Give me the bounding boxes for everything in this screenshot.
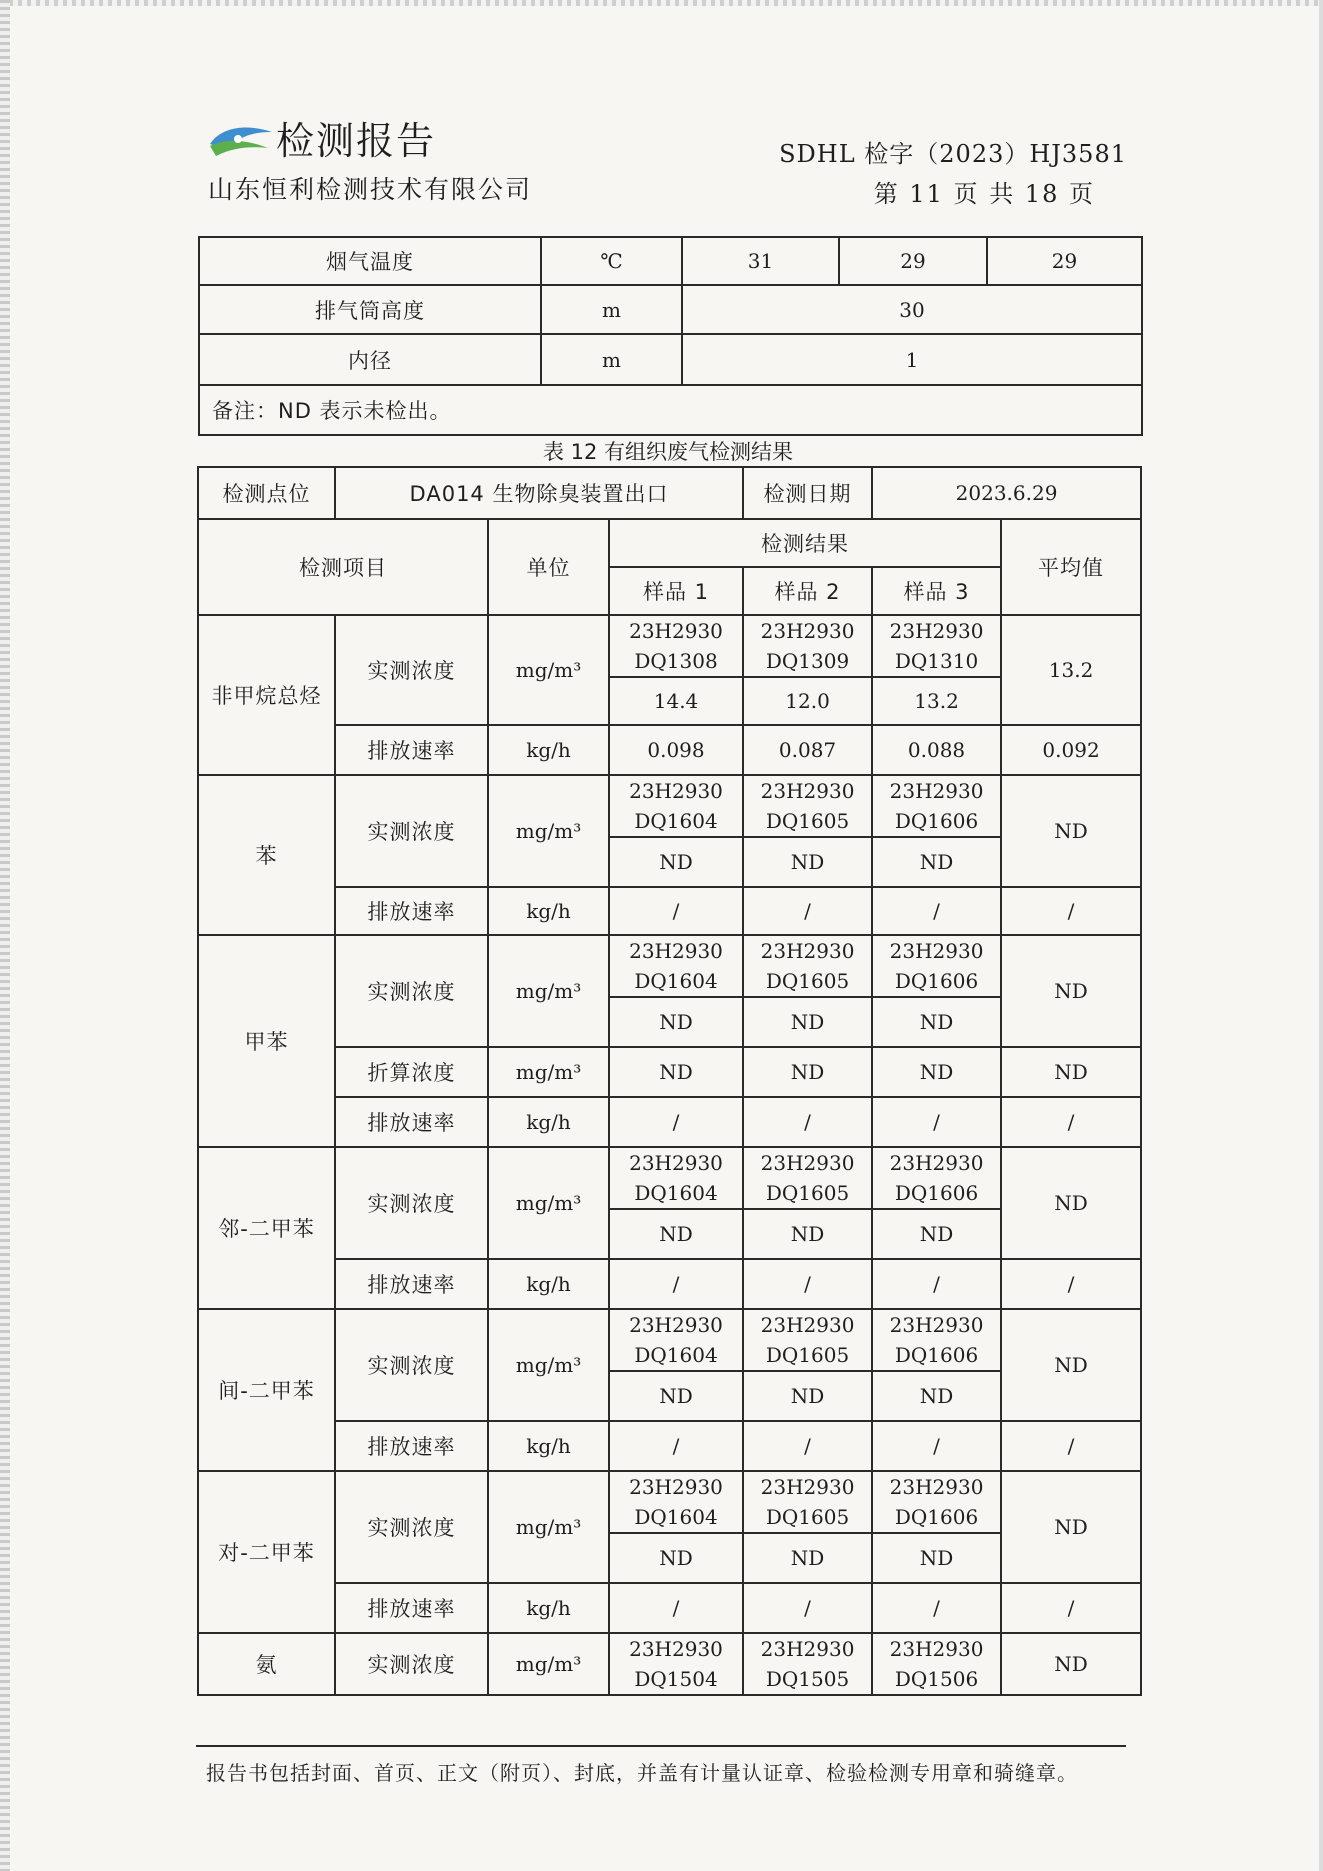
sample-code: 23H2930 DQ1606 — [872, 1309, 1001, 1371]
param-value: 30 — [682, 285, 1142, 334]
rate-value: 0.098 — [609, 725, 743, 775]
rate-label: 排放速率 — [335, 887, 488, 935]
sample-value: ND — [609, 997, 743, 1047]
pollutant-name: 邻-二甲苯 — [198, 1147, 335, 1309]
average-value: ND — [1001, 775, 1141, 887]
scan-edge-left — [0, 0, 10, 1871]
conc-label: 实测浓度 — [335, 1633, 488, 1695]
header-sample-2: 样品 2 — [743, 567, 872, 615]
conc-unit: mg/m³ — [488, 775, 609, 887]
rate-label: 排放速率 — [335, 1421, 488, 1471]
conc-unit: mg/m³ — [488, 615, 609, 725]
header-sample-3: 样品 3 — [872, 567, 1001, 615]
rate-value: / — [743, 1259, 872, 1309]
scan-edge-top — [0, 0, 1323, 6]
conc-label: 实测浓度 — [335, 1471, 488, 1583]
rate-label: 排放速率 — [335, 1583, 488, 1633]
sample-value: ND — [872, 837, 1001, 887]
sample-code: 23H2930 DQ1604 — [609, 1147, 743, 1209]
sample-value: ND — [872, 997, 1001, 1047]
pollutant-name: 甲苯 — [198, 935, 335, 1147]
sample-value: ND — [609, 1209, 743, 1259]
report-number: SDHL 检字（2023）HJ3581 — [779, 140, 1127, 168]
sample-code: 23H2930 DQ1605 — [743, 1309, 872, 1371]
param-value: 29 — [839, 237, 987, 285]
sample-value: ND — [743, 1209, 872, 1259]
conc-label: 实测浓度 — [335, 615, 488, 725]
converted-label: 折算浓度 — [335, 1047, 488, 1097]
header-average: 平均值 — [1001, 519, 1141, 615]
param-value: 1 — [682, 334, 1142, 385]
conc-unit: mg/m³ — [488, 1309, 609, 1421]
rate-value: / — [609, 1583, 743, 1633]
footer-statement: 报告书包括封面、首页、正文（附页）、封底，并盖有计量认证章、检验检测专用章和骑缝章。 — [206, 1761, 1078, 1785]
rate-average: / — [1001, 1421, 1141, 1471]
company-logo-icon — [208, 122, 274, 156]
rate-average: / — [1001, 1259, 1141, 1309]
sample-value: ND — [609, 1533, 743, 1583]
sample-value: ND — [743, 1371, 872, 1421]
param-unit: ℃ — [541, 237, 682, 285]
rate-label: 排放速率 — [335, 725, 488, 775]
rate-value: / — [609, 1259, 743, 1309]
sample-value: ND — [743, 837, 872, 887]
sample-code: 23H2930 DQ1506 — [872, 1633, 1001, 1695]
sample-code: 23H2930 DQ1605 — [743, 775, 872, 837]
sample-code: 23H2930 DQ1606 — [872, 1471, 1001, 1533]
param-unit: m — [541, 285, 682, 334]
date-value: 2023.6.29 — [872, 467, 1141, 519]
sample-code: 23H2930 DQ1604 — [609, 1471, 743, 1533]
header-sample-1: 样品 1 — [609, 567, 743, 615]
rate-unit: kg/h — [488, 1421, 609, 1471]
brand-title: 检测报告 — [276, 119, 437, 163]
pollutant-name: 间-二甲苯 — [198, 1309, 335, 1471]
converted-value: ND — [609, 1047, 743, 1097]
rate-unit: kg/h — [488, 1583, 609, 1633]
param-value: 29 — [987, 237, 1142, 285]
sample-code: 23H2930 DQ1309 — [743, 615, 872, 677]
company-name: 山东恒利检测技术有限公司 — [208, 175, 533, 204]
emission-results-table — [197, 466, 1142, 1696]
average-value: ND — [1001, 935, 1141, 1047]
param-value: 31 — [682, 237, 839, 285]
sample-value: 13.2 — [872, 677, 1001, 725]
rate-value: / — [743, 1097, 872, 1147]
rate-value: 0.087 — [743, 725, 872, 775]
rate-value: / — [609, 1097, 743, 1147]
converted-average: ND — [1001, 1047, 1141, 1097]
sample-code: 23H2930 DQ1504 — [609, 1633, 743, 1695]
footer-divider — [196, 1745, 1126, 1747]
param-label: 排气筒高度 — [199, 285, 541, 334]
sample-value: ND — [609, 1371, 743, 1421]
sample-value: ND — [743, 1533, 872, 1583]
rate-average: / — [1001, 1583, 1141, 1633]
pollutant-name: 非甲烷总烃 — [198, 615, 335, 775]
sample-code: 23H2930 DQ1605 — [743, 1147, 872, 1209]
average-value: 13.2 — [1001, 615, 1141, 725]
header-item: 检测项目 — [198, 519, 488, 615]
rate-label: 排放速率 — [335, 1259, 488, 1309]
header-unit: 单位 — [488, 519, 609, 615]
sample-value: 12.0 — [743, 677, 872, 725]
stack-parameter-table — [198, 236, 1143, 436]
sample-code: 23H2930 DQ1606 — [872, 1147, 1001, 1209]
rate-value: 0.088 — [872, 725, 1001, 775]
conc-unit: mg/m³ — [488, 1147, 609, 1259]
sample-value: ND — [872, 1533, 1001, 1583]
sample-value: ND — [609, 837, 743, 887]
conc-unit: mg/m³ — [488, 935, 609, 1047]
header-result: 检测结果 — [609, 519, 1001, 567]
param-unit: m — [541, 334, 682, 385]
date-label: 检测日期 — [743, 467, 872, 519]
rate-value: / — [872, 887, 1001, 935]
sample-value: ND — [872, 1209, 1001, 1259]
sample-code: 23H2930 DQ1606 — [872, 775, 1001, 837]
sample-code: 23H2930 DQ1605 — [743, 1471, 872, 1533]
param-label: 内径 — [199, 334, 541, 385]
conc-unit: mg/m³ — [488, 1633, 609, 1695]
table-note: 备注：ND 表示未检出。 — [199, 385, 1142, 435]
conc-label: 实测浓度 — [335, 935, 488, 1047]
sample-code: 23H2930 DQ1505 — [743, 1633, 872, 1695]
rate-unit: kg/h — [488, 1097, 609, 1147]
page-number: 第 11 页 共 18 页 — [873, 180, 1095, 208]
average-value: ND — [1001, 1471, 1141, 1583]
sample-value: 14.4 — [609, 677, 743, 725]
rate-average: 0.092 — [1001, 725, 1141, 775]
rate-value: / — [872, 1259, 1001, 1309]
sample-code: 23H2930 DQ1604 — [609, 775, 743, 837]
param-label: 烟气温度 — [199, 237, 541, 285]
sample-code: 23H2930 DQ1308 — [609, 615, 743, 677]
rate-value: / — [872, 1421, 1001, 1471]
rate-value: / — [743, 887, 872, 935]
average-value: ND — [1001, 1633, 1141, 1695]
rate-unit: kg/h — [488, 725, 609, 775]
converted-value: ND — [743, 1047, 872, 1097]
point-label: 检测点位 — [198, 467, 335, 519]
rate-unit: kg/h — [488, 1259, 609, 1309]
table-caption: 表 12 有组织废气检测结果 — [542, 440, 794, 464]
rate-value: / — [743, 1421, 872, 1471]
rate-value: / — [609, 1421, 743, 1471]
pollutant-name: 氨 — [198, 1633, 335, 1695]
rate-value: / — [609, 887, 743, 935]
converted-value: ND — [872, 1047, 1001, 1097]
point-value: DA014 生物除臭装置出口 — [335, 467, 743, 519]
pollutant-name: 对-二甲苯 — [198, 1471, 335, 1633]
rate-label: 排放速率 — [335, 1097, 488, 1147]
average-value: ND — [1001, 1147, 1141, 1259]
converted-unit: mg/m³ — [488, 1047, 609, 1097]
sample-value: ND — [872, 1371, 1001, 1421]
average-value: ND — [1001, 1309, 1141, 1421]
rate-value: / — [743, 1583, 872, 1633]
conc-label: 实测浓度 — [335, 1309, 488, 1421]
pollutant-name: 苯 — [198, 775, 335, 935]
conc-label: 实测浓度 — [335, 1147, 488, 1259]
sample-code: 23H2930 DQ1604 — [609, 935, 743, 997]
rate-average: / — [1001, 887, 1141, 935]
sample-code: 23H2930 DQ1310 — [872, 615, 1001, 677]
sample-value: ND — [743, 997, 872, 1047]
conc-unit: mg/m³ — [488, 1471, 609, 1583]
sample-code: 23H2930 DQ1606 — [872, 935, 1001, 997]
sample-code: 23H2930 DQ1604 — [609, 1309, 743, 1371]
scan-edge-right — [1319, 0, 1323, 1871]
sample-code: 23H2930 DQ1605 — [743, 935, 872, 997]
rate-value: / — [872, 1583, 1001, 1633]
conc-label: 实测浓度 — [335, 775, 488, 887]
rate-unit: kg/h — [488, 887, 609, 935]
rate-average: / — [1001, 1097, 1141, 1147]
rate-value: / — [872, 1097, 1001, 1147]
